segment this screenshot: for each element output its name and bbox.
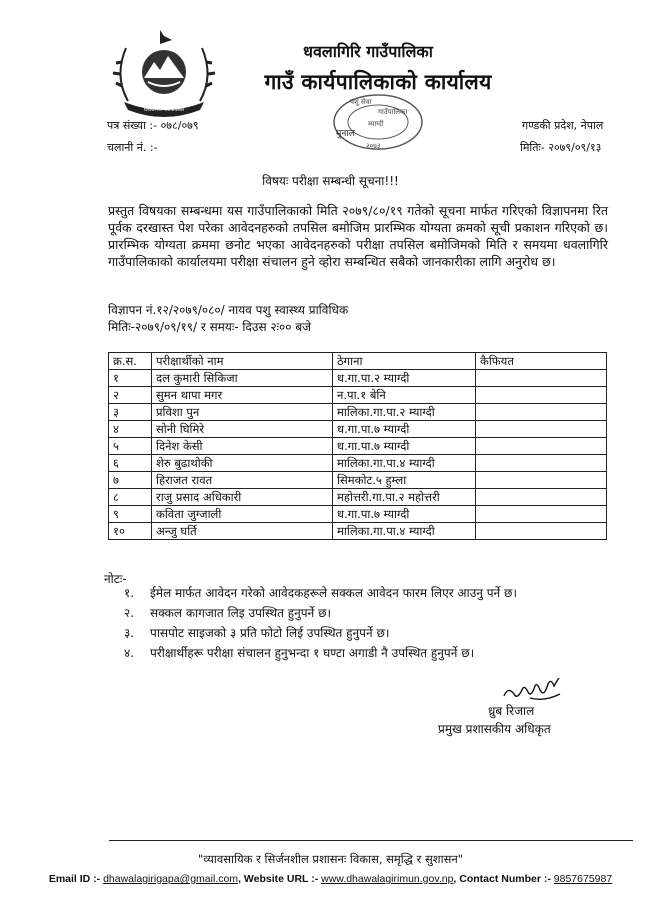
emblem-ribbon-text: धवलागिरि गाउँपालिका — [143, 107, 185, 113]
cell-address: मालिका.गा.पा.४ म्याग्दी — [333, 455, 476, 472]
note-item — [124, 623, 517, 643]
website-label: Website URL :- — [243, 873, 319, 885]
separator: , — [238, 873, 241, 885]
advertisement-info — [108, 302, 348, 336]
cell-name: कविता जुग्जाली — [152, 506, 333, 523]
cell-serial: ५ — [109, 438, 152, 455]
table-row — [109, 421, 607, 438]
letter-number: पत्र संख्या :- ०७८/०७९ — [107, 119, 199, 132]
separator: , — [453, 873, 457, 885]
cell-remarks — [476, 489, 607, 506]
table-row — [109, 523, 607, 540]
body-paragraph: प्रस्तुत विषयका सम्बन्धमा यस गाउँपालिकाको मिति २०७९/८०/१९ गतेको सूचना मार्फत गरिएको विज्ञापनमा रित पूर्वक दरखास्त पेश परेका आवेदनहरुको तपसिल बमोजिम प्रारम्भिक योग्यता क्रमको सूची प्रकाशन गरिएको छ। प्रारम्भिक योग्यता क्रममा छनोट भएका आवेदनहरुको परीक्षा तपसिल बमोजिमको मिति र समयमा धवलागिरि गाउँपालिकाको कार्यालयमा परीक्षा संचालन हुने व्होरा सम्बन्धित सबैको जानकारीका लागि अनुरोध छ। — [108, 203, 608, 269]
cell-serial: ४ — [109, 421, 152, 438]
col-remarks: कैफियत — [476, 353, 607, 370]
table-row — [109, 489, 607, 506]
table-header-row — [109, 353, 607, 370]
cell-address: मालिका.गा.पा.४ म्याग्दी — [333, 523, 476, 540]
office-stamp — [330, 92, 426, 154]
notes-list — [124, 583, 517, 663]
col-address: ठेगाना — [333, 353, 476, 370]
signatory-title: प्रमुख प्रशासकीय अधिकृत — [438, 722, 551, 736]
cell-remarks — [476, 523, 607, 540]
cell-address: ध.गा.पा.७ म्याग्दी — [333, 421, 476, 438]
cell-remarks — [476, 472, 607, 489]
cell-address: ध.गा.पा.७ म्याग्दी — [333, 438, 476, 455]
cell-address: न.पा.१ बेनि — [333, 387, 476, 404]
col-serial: क्र.स. — [109, 353, 152, 370]
cell-name: सुमन थापा मगर — [152, 387, 333, 404]
col-name: परीक्षार्थीको नाम — [152, 353, 333, 370]
note-text: सक्कल कागजात लिइ उपस्थित हुनुपर्ने छ। — [150, 606, 332, 620]
footer-motto: "व्यावसायिक र सिर्जनशील प्रशासनः विकास, समृद्धि र सुशासन" — [197, 852, 464, 866]
stamp-line-2: गाउँपालिका — [378, 108, 408, 116]
municipality-emblem — [108, 26, 220, 118]
table-row — [109, 387, 607, 404]
cell-serial: १० — [109, 523, 152, 540]
note-number: २. — [124, 606, 135, 620]
cell-serial: ६ — [109, 455, 152, 472]
cell-address: महोत्तरी.गा.पा.२ महोत्तरी — [333, 489, 476, 506]
table-row — [109, 370, 607, 387]
contact-label: Contact Number :- — [459, 873, 551, 885]
cell-name: दिनेश केसी — [152, 438, 333, 455]
notes-title: नोटः- — [104, 572, 127, 586]
cell-remarks — [476, 438, 607, 455]
letter-date: मितिः- २०७९/०९/१३ — [520, 141, 602, 154]
dispatch-number: चलानी नं. :- — [107, 141, 158, 154]
subject: विषयः परीक्षा सम्बन्धी सूचना!!! — [262, 174, 399, 188]
note-text: ईमेल मार्फत आवेदन गरेको आवेदकहरूले सक्कल आवेदन फारम लिएर आउनु पर्ने छ। — [150, 586, 517, 600]
table-row — [109, 455, 607, 472]
cell-remarks — [476, 404, 607, 421]
signatory-name: ध्रुब रिजाल — [488, 704, 535, 718]
cell-serial: २ — [109, 387, 152, 404]
note-number: ४. — [124, 646, 135, 660]
cell-name: शेरु बुढाथोकी — [152, 455, 333, 472]
cell-serial: १ — [109, 370, 152, 387]
note-text: परीक्षार्थीहरू परीक्षा संचालन हुनुभन्दा १ घण्टा अगाडी नै उपस्थित हुनुपर्ने छ। — [150, 646, 475, 660]
note-item — [124, 603, 517, 623]
cell-remarks — [476, 387, 607, 404]
cell-remarks — [476, 506, 607, 523]
table-row — [109, 472, 607, 489]
cell-address: ध.गा.पा.७ म्याग्दी — [333, 506, 476, 523]
cell-name: प्रविशा पुन — [152, 404, 333, 421]
cell-remarks — [476, 455, 607, 472]
municipality-name: धवलागिरि गाउँपालिका — [303, 42, 433, 61]
cell-remarks — [476, 370, 607, 387]
email-label: Email ID :- — [48, 873, 101, 885]
cell-name: अन्जु घर्ति — [152, 523, 333, 540]
note-text: पासपोट साइजको ३ प्रति फोटो लिई उपस्थित हुनुपर्ने छ। — [150, 626, 390, 640]
exam-schedule-line: मितिः-२०७९/०९/१९/ र समयः- दिउस २ः०० बजे — [108, 320, 312, 334]
stamp-line-1: पशु सेवा — [350, 98, 372, 106]
note-number: ३. — [124, 626, 135, 640]
table-row — [109, 404, 607, 421]
emblem-flag — [160, 30, 172, 44]
stamp-line-3: म्याग्दी — [368, 120, 384, 128]
cell-name: हिराजत रावत — [152, 472, 333, 489]
cell-address: सिमकोट.५ हुम्ला — [333, 472, 476, 489]
stamp-line-4: मुनाल — [336, 129, 355, 139]
cell-serial: ३ — [109, 404, 152, 421]
advertisement-line: विज्ञापन नं.१२/२०७९/०८०/ नायव पशु स्वास्थ्य प्राविधिक — [108, 303, 349, 317]
cell-name: दल कुमारी सिकिजा — [152, 370, 333, 387]
cell-serial: ७ — [109, 472, 152, 489]
candidate-table — [108, 352, 607, 540]
cell-serial: ८ — [109, 489, 152, 506]
cell-serial: ९ — [109, 506, 152, 523]
footer-contacts — [0, 873, 661, 885]
website-link[interactable]: www.dhawalagirimun.gov.np — [321, 873, 454, 885]
note-item — [124, 643, 517, 663]
note-number: १. — [124, 586, 135, 600]
handwritten-signature — [500, 678, 570, 704]
contact-number[interactable]: 9857675987 — [553, 873, 613, 885]
table-row — [109, 438, 607, 455]
stamp-line-5: २०७३ — [366, 142, 381, 150]
email-link[interactable]: dhawalagirigapa@gmail.com — [103, 873, 239, 885]
table-row — [109, 506, 607, 523]
province: गण्डकी प्रदेश, नेपाल — [522, 119, 604, 132]
cell-name: राजु प्रसाद अधिकारी — [152, 489, 333, 506]
office-name: गाउँ कार्यपालिकाको कार्यालय — [264, 70, 492, 94]
cell-name: सोनी घिमिरे — [152, 421, 333, 438]
footer-divider — [109, 840, 633, 841]
cell-remarks — [476, 421, 607, 438]
cell-address: मालिका.गा.पा.२ म्याग्दी — [333, 404, 476, 421]
cell-address: ध.गा.पा.२ म्याग्दी — [333, 370, 476, 387]
note-item — [124, 583, 517, 603]
